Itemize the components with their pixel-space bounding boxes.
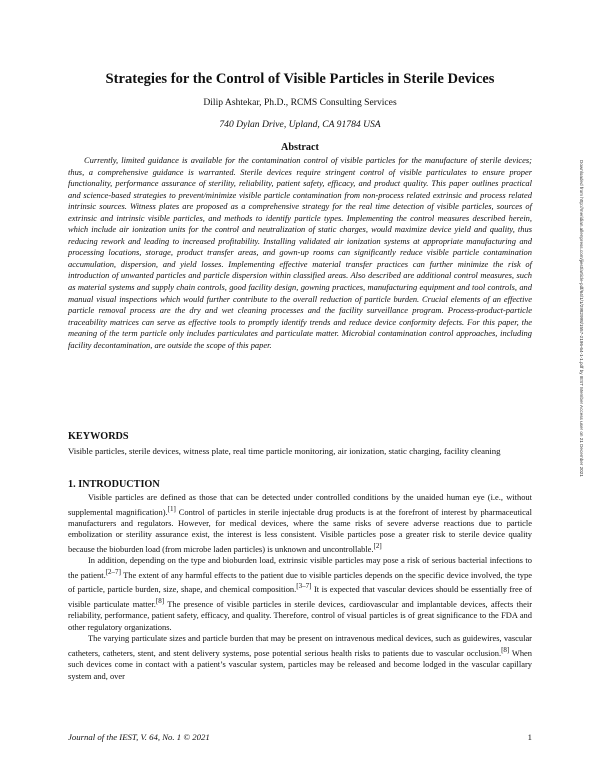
intro-p1-text-b: Control of particles in sterile injectable drug products is at the forefront of interest by pharmaceutical manufacturers and regulators. However, for medical devices, where the same risks of severe adverse reactions due to particle embolization or sterility assurance exist, the interest is less consistent. Visible particles pose a greater risk to sterile device quality because the bioburden load (from microbe laden particles) is unknown and uncontrollable. xyxy=(68,506,532,554)
journal-footer: Journal of the IEST, V. 64, No. 1 © 2021 xyxy=(68,732,210,742)
intro-p2-text-a: In addition, depending on the type and bioburden load, extrinsic visible particles may pose a risk of serious bacterial infections to the patient. xyxy=(68,555,532,580)
abstract-heading: Abstract xyxy=(281,142,319,153)
intro-paragraph-2 xyxy=(68,555,532,633)
author-address: 740 Dylan Drive, Upland, CA 91784 USA xyxy=(219,119,381,130)
citation-ref: [2] xyxy=(373,542,382,550)
paper-title: Strategies for the Control of Visible Particles in Sterile Devices xyxy=(105,71,495,87)
intro-p3-text-a: The varying particulate sizes and particle burden that may be present on intravenous medical devices, such as guidewires, vascular catheters, catheters, stent, and stent delivery systems, pose potential serious health risks to patients due to vascular occlusion. xyxy=(68,633,532,658)
citation-ref: [8] xyxy=(501,645,510,654)
intro-p2-text-d: The presence of visible particles in sterile devices, cardiovascular and implantable devices, affects their reliability, performance, patient safety, efficacy, and quality. Therefore, control of visual particles is of great significance to the FDA and other regulatory organizations. xyxy=(68,598,533,632)
citation-ref: [3–7] xyxy=(296,582,312,591)
author-line: Dilip Ashtekar, Ph.D., RCMS Consulting Services xyxy=(203,97,397,108)
intro-p2-text-c: It is expected that vascular devices should be essentially free of visible particulate matter. xyxy=(68,584,532,609)
intro-p1-text-a: Visible particles are defined as those that can be detected under controlled conditions by the unaided human eye (i.e., without supplemental magnification). xyxy=(68,492,532,517)
intro-paragraph-1 xyxy=(68,492,532,555)
keywords-text: Visible particles, sterile devices, witness plate, real time particle monitoring, air ionization, static charging, facility cleaning xyxy=(68,446,501,456)
keywords-heading: KEYWORDS xyxy=(68,431,129,442)
citation-ref: [1] xyxy=(167,504,176,513)
introduction-heading: 1. INTRODUCTION xyxy=(68,479,160,490)
introduction-body xyxy=(68,492,532,682)
page-number: 1 xyxy=(527,732,532,742)
intro-paragraph-3 xyxy=(68,633,532,682)
citation-ref: [2–7] xyxy=(105,567,121,576)
abstract-text: Currently, limited guidance is available for the contamination control of visible particles for the manufacture of sterile devices; thus, a comprehensive guidance is warranted. Sterile devices require stringent control of visible particulates to ensure proper functionality, performance assurance of sterility, reliability, patient safety, efficacy, and product quality. This paper outlines practical and science-based strategies to prevent/minimize visible particle contamination from non-process related extrinsic and process related intrinsic sources. Witness plates are proposed as a comprehensive strategy for the real time detection of visible particles, sources of extrinsic and intrinsic visible particles, and methods to identify particle types. Implementing the control measures described herein, which include air ionization units for the control and neutralization of static charges, would maximize device yield and quality, thus reducing rework and leading to increased profitability. Installing validated air ionization systems at appropriate manufacturing and processing locations, storage, product transfer areas, and gown-up rooms can significantly reduce visible particle contamination accumulation, dispersion, and yield losses. Implementing effective material transfer practices can further minimize the risk of introduction of unwanted particles and particle dispersion within classified areas. Also described are additional control measures, such as material systems and supply chain controls, good facility design, gowning practices, manufacturing equipment and tool controls, and manual visual inspections which would further contribute to the overall reduction of particle burden. Crucial elements of an effective particle removal process are the dry and wet cleaning processes and the facility surveillance program. Process-product-particle traceability matrices can serve as effective tools to promptly identify trends and reduce device conformity defects. For this paper, the meaning of the term particle only includes particulates and particulate matter. Microbial contamination control approaches, including facility decontamination, are outside the scope of this paper. xyxy=(68,155,532,350)
intro-p3-text-b: When such devices come in contact with a patient’s vascular system, particles may be released and become lodged in the vascular capillary system and, over xyxy=(68,647,533,681)
download-watermark: Downloaded from http://meridian.allenpress.com/jiest/article-pdf/64/1/1/2982998/1557-2196-64-1-1.pdf by IEST Member Access user on 21 December 2021 xyxy=(579,160,584,477)
intro-p2-text-b: The extent of any harmful effects to the patient due to visible particles depends on the specific device involved, the type of particle, particle burden, size, shape, and chemical composition. xyxy=(68,569,532,595)
citation-ref: [8] xyxy=(155,596,165,605)
